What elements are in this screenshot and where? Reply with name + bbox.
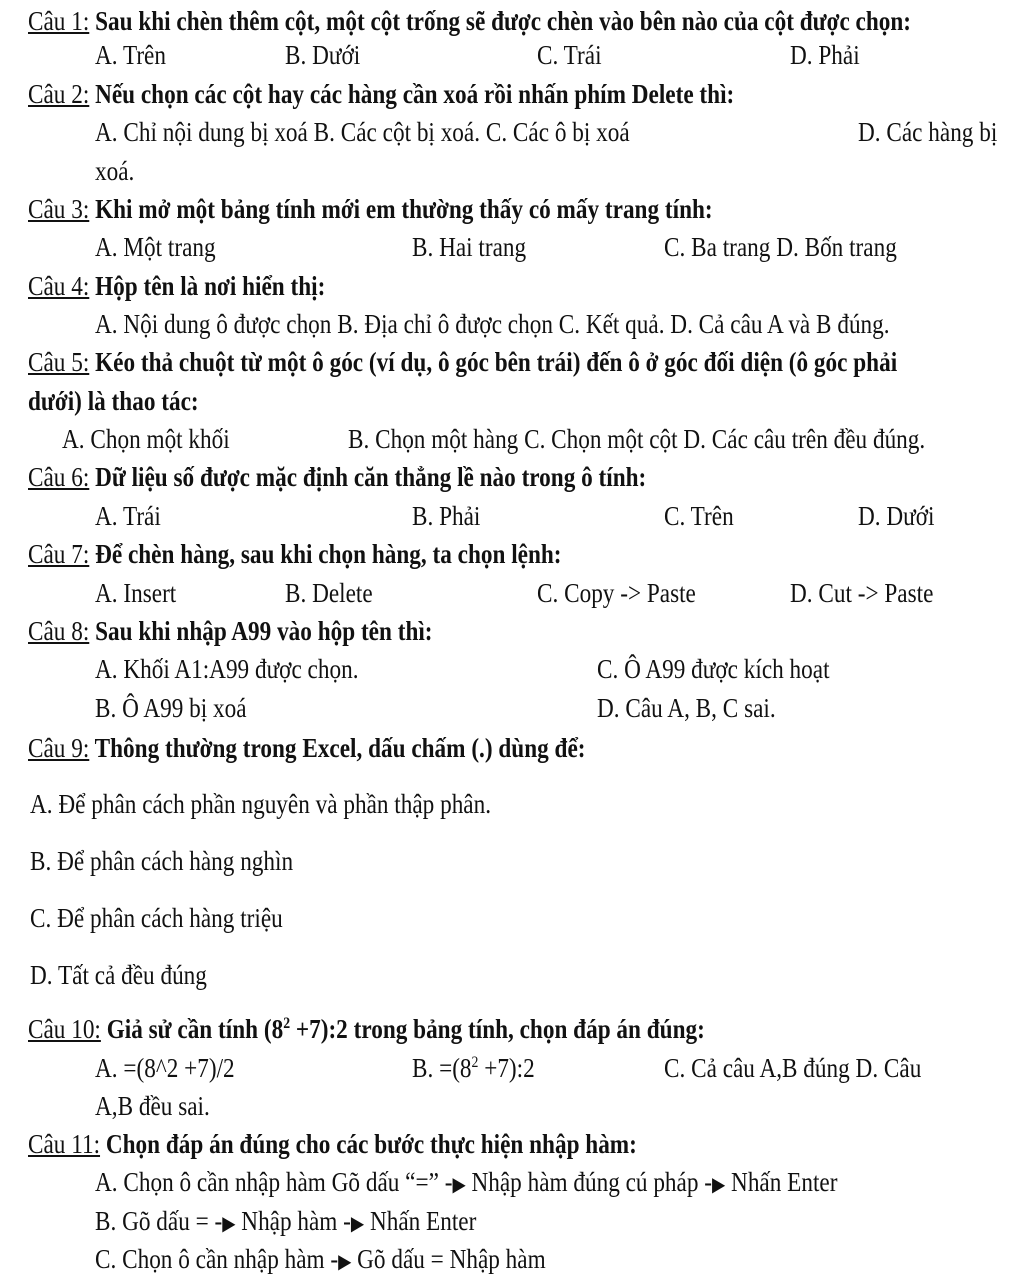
question-number: Câu 10: (28, 1014, 101, 1044)
question-number: Câu 5: (28, 347, 90, 377)
option-a: A. Một trang (95, 232, 216, 262)
option-d: D. Cut -> Paste (790, 578, 934, 608)
arrow-right-icon: ▶ (712, 1174, 726, 1196)
option-b-pre: B. =(8 (412, 1053, 472, 1083)
question-number: Câu 8: (28, 616, 90, 646)
question-number: Câu 11: (28, 1129, 101, 1159)
arrow-right-icon: ▶ (222, 1213, 236, 1235)
question-5-continued: dưới) là thao tác: (28, 386, 199, 416)
step-text: Nhập hàm - (235, 1206, 351, 1236)
step-text: A. Chọn ô cần nhập hàm Gõ dấu “=” - (95, 1167, 453, 1197)
option-c-d: C. Ba trang D. Bốn trang (664, 232, 897, 262)
question-5 (28, 345, 897, 379)
exponent: 2 (471, 1054, 479, 1071)
question-number: Câu 4: (28, 271, 90, 301)
question-text: Dữ liệu số được mặc định căn thẳng lề nào trong ô tính: (89, 462, 647, 492)
question-text: Sau khi chèn thêm cột, một cột trống sẽ được chèn vào bên nào của cột được chọn: (89, 6, 912, 36)
step-text: Gõ dấu = Nhập hàm (351, 1244, 546, 1274)
question-text: Thông thường trong Excel, dấu chấm (.) dùng để: (89, 733, 586, 763)
option-a: A. Trên (95, 40, 166, 70)
option-c-d: C. Cả câu A,B đúng D. Câu (664, 1053, 922, 1083)
option-a: A. Chọn một khối (62, 424, 230, 454)
option-b: B. Để phân cách hàng nghìn (30, 846, 294, 876)
question-4 (28, 269, 325, 303)
question-3 (28, 192, 713, 226)
question-text: Nếu chọn các cột hay các hàng cần xoá rồi nhấn phím Delete thì: (89, 79, 735, 109)
option-c: C. Trên (664, 501, 734, 531)
question-9 (28, 731, 586, 765)
option-b (95, 1204, 476, 1241)
option-b: B. Dưới (285, 40, 361, 70)
option-b: B. Phải (412, 501, 481, 531)
question-1 (28, 4, 911, 38)
step-text: C. Chọn ô cần nhập hàm - (95, 1244, 339, 1274)
question-text-pre: Giả sử cần tính (8 (100, 1014, 284, 1044)
question-10 (28, 1012, 705, 1046)
question-8 (28, 614, 433, 648)
option-b: B. Delete (285, 578, 373, 608)
step-text: Nhập hàm đúng cú pháp - (465, 1167, 713, 1197)
option-d: D. Các hàng bị (858, 117, 998, 147)
question-number: Câu 6: (28, 462, 90, 492)
question-number: Câu 9: (28, 733, 90, 763)
question-6 (28, 460, 646, 494)
question-text-post: +7):2 trong bảng tính, chọn đáp án đúng: (290, 1014, 705, 1044)
question-number: Câu 3: (28, 194, 90, 224)
arrow-right-icon: ▶ (452, 1174, 466, 1196)
options-line-continued: A,B đều sai. (95, 1091, 210, 1121)
option-b: B. Ô A99 bị xoá (95, 693, 247, 723)
option-a: A. Khối A1:A99 được chọn. (95, 654, 359, 684)
question-number: Câu 2: (28, 79, 90, 109)
question-text: Để chèn hàng, sau khi chọn hàng, ta chọn lệnh: (89, 539, 562, 569)
arrow-right-icon: ▶ (350, 1213, 365, 1235)
option-c: C. Trái (537, 40, 602, 70)
option-b (412, 1051, 535, 1085)
question-text: Sau khi nhập A99 vào hộp tên thì: (89, 616, 433, 646)
question-number: Câu 1: (28, 6, 90, 36)
step-text: Nhấn Enter (725, 1167, 838, 1197)
option-c: C. Copy -> Paste (537, 578, 696, 608)
exponent: 2 (283, 1015, 291, 1032)
option-c (95, 1242, 546, 1279)
options-line: A. Nội dung ô được chọn B. Địa chỉ ô được chọn C. Kết quả. D. Cả câu A và B đúng. (95, 309, 890, 339)
step-text: B. Gõ dấu = - (95, 1206, 223, 1236)
option-a (95, 1165, 837, 1202)
question-text: Hộp tên là nơi hiển thị: (89, 271, 326, 301)
question-11 (28, 1127, 637, 1161)
question-number: Câu 7: (28, 539, 90, 569)
option-b: B. Hai trang (412, 232, 527, 262)
question-text: Kéo thả chuột từ một ô góc (ví dụ, ô góc bên trái) đến ô ở góc đối diện (ô góc phải (89, 347, 898, 377)
option-d: D. Tất cả đều đúng (30, 960, 207, 990)
arrow-right-icon: ▶ (338, 1251, 352, 1273)
options-b-c-d: B. Chọn một hàng C. Chọn một cột D. Các câu trên đều đúng. (348, 424, 926, 454)
question-7 (28, 537, 562, 571)
option-c: C. Ô A99 được kích hoạt (597, 654, 830, 684)
options-line: A. Chỉ nội dung bị xoá B. Các cột bị xoá. C. Các ô bị xoá (95, 117, 630, 147)
step-text: Nhấn Enter (364, 1206, 477, 1236)
question-text: Chọn đáp án đúng cho các bước thực hiện nhập hàm: (100, 1129, 637, 1159)
question-text: Khi mở một bảng tính mới em thường thấy có mấy trang tính: (89, 194, 713, 224)
question-2 (28, 77, 734, 111)
option-a: A. Để phân cách phần nguyên và phần thập phân. (30, 789, 492, 819)
option-d: D. Dưới (858, 501, 935, 531)
option-b-post: +7):2 (478, 1053, 535, 1083)
option-a: A. Insert (95, 578, 177, 608)
option-c: C. Để phân cách hàng triệu (30, 903, 283, 933)
option-d: D. Phải (790, 40, 860, 70)
options-line-continued: xoá. (95, 156, 135, 186)
option-a: A. Trái (95, 501, 161, 531)
option-a: A. =(8^2 +7)/2 (95, 1053, 235, 1083)
option-d: D. Câu A, B, C sai. (597, 693, 776, 723)
